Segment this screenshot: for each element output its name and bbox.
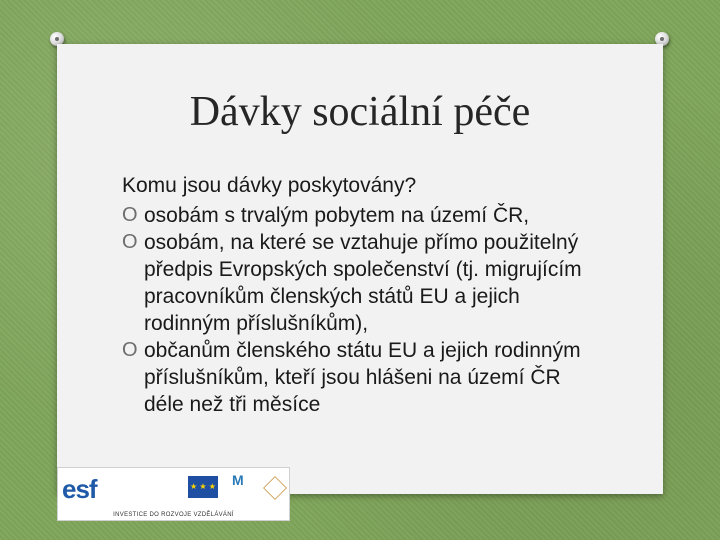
msmt-logo-icon: M xyxy=(232,472,244,488)
bullet-marker-icon: O xyxy=(122,231,138,253)
logo-caption: INVESTICE DO ROZVOJE VZDĚLÁVÁNÍ xyxy=(113,512,234,518)
bullet-list xyxy=(122,202,602,418)
slide-title: Dávky sociální péče xyxy=(189,89,531,135)
esf-logo: esf xyxy=(62,474,97,504)
bullet-text: osobám s trvalým pobytem na území ČR, xyxy=(144,204,530,227)
logo-strip xyxy=(57,467,290,521)
slide-question: Komu jsou dávky poskytovány? xyxy=(122,174,417,197)
op-logo-icon xyxy=(263,476,287,500)
slide-content xyxy=(122,172,602,418)
bullet-text: osobám, na které se vztahuje přímo použitelný předpis Evropských společenství (tj. migrujícím pracovníkům členských států EU a jejich rodinným příslušníkům), xyxy=(144,231,582,335)
bullet-text: občanům členského státu EU a jejich rodinným příslušníkům, kteří jsou hlášeni na území ČR déle než tři měsíce xyxy=(144,339,581,416)
list-item xyxy=(122,202,602,229)
eu-stars-icon: ★ ★ ★ xyxy=(190,482,216,491)
list-item xyxy=(122,337,602,418)
list-item xyxy=(122,229,602,337)
bullet-marker-icon: O xyxy=(122,339,138,361)
bullet-marker-icon: O xyxy=(122,204,138,226)
